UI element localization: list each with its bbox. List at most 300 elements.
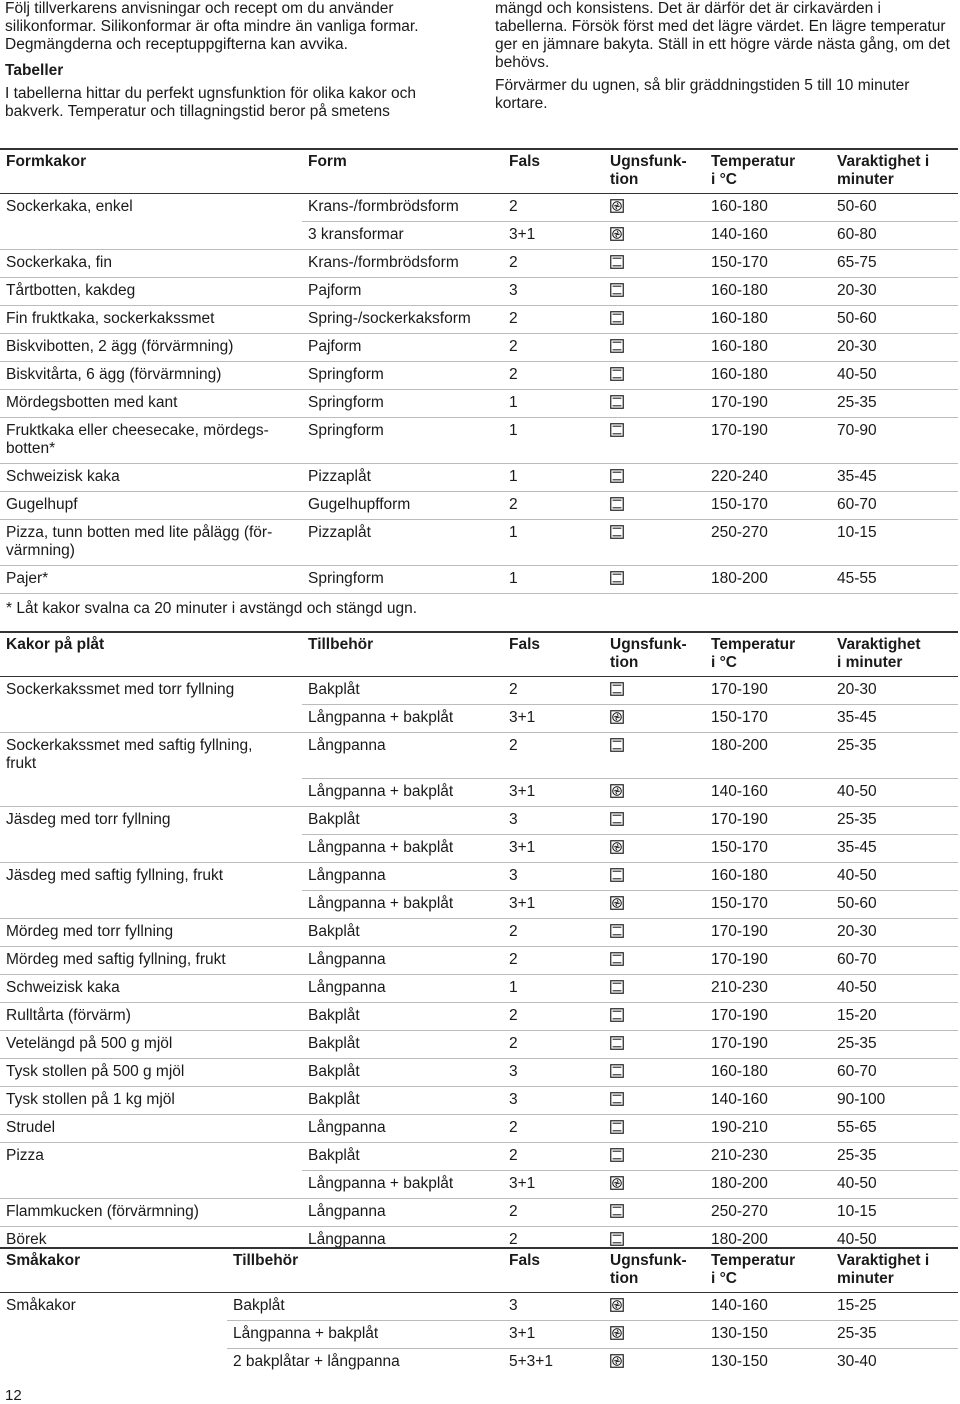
col-temp: 150-170 (705, 834, 831, 862)
col-fals: 2 (503, 306, 604, 334)
top-bottom-heat-icon (610, 812, 624, 826)
col-time: 30-40 (831, 1349, 958, 1377)
top-bottom-heat-icon (610, 255, 624, 269)
col-function (604, 705, 705, 733)
col-name: Strudel (0, 1114, 302, 1142)
col-temp: 220-240 (705, 464, 831, 492)
col-function (604, 1114, 705, 1142)
col-time: 25-35 (831, 1142, 958, 1170)
intro-paragraph: mängd och konsistens. Det är därför det är cirkavärden i tabellerna. Försök först med det lägre värdet. En lägre temperatur ger en jämnare bakyta. Ställ in ett högre värde nästa gång, om det behövs. (495, 0, 950, 71)
table-row (0, 194, 958, 222)
table-smakakor (0, 1247, 958, 1376)
col-name: Pizza (0, 1142, 302, 1170)
header-col-form: Tillbehör (233, 1252, 299, 1269)
table-row (0, 974, 958, 1002)
table-row (0, 334, 958, 362)
header-col-function: Ugnsfunk- tion (610, 153, 687, 188)
col-fals: 3 (503, 806, 604, 834)
col-temp: 170-190 (705, 1002, 831, 1030)
col-name: Pajer* (0, 566, 302, 594)
col-temp: 150-170 (705, 250, 831, 278)
col-time: 25-35 (831, 390, 958, 418)
col-fals: 1 (503, 418, 604, 464)
top-bottom-heat-icon (610, 868, 624, 882)
top-bottom-heat-icon (610, 283, 624, 297)
col-temp: 180-200 (705, 1170, 831, 1198)
col-fals: 2 (509, 681, 518, 698)
col-function (604, 418, 705, 464)
top-bottom-heat-icon (610, 395, 624, 409)
col-function (604, 1086, 705, 1114)
hot-air-icon (610, 1354, 624, 1368)
col-form: Långpanna + bakplåt (227, 1321, 503, 1349)
col-temp: 140-160 (711, 1297, 768, 1314)
col-form: Långpanna (302, 1114, 503, 1142)
col-fals: 2 (503, 918, 604, 946)
col-time: 50-60 (831, 890, 958, 918)
top-bottom-heat-icon (610, 1064, 624, 1078)
col-function (604, 946, 705, 974)
col-name: Gugelhupf (0, 492, 302, 520)
col-time: 50-60 (837, 198, 877, 215)
col-function (604, 464, 705, 492)
col-temp: 210-230 (705, 974, 831, 1002)
table-row (0, 705, 958, 733)
table-row (0, 1030, 958, 1058)
col-temp: 160-180 (711, 198, 768, 215)
col-time: 60-70 (831, 1058, 958, 1086)
col-temp: 190-210 (705, 1114, 831, 1142)
col-fals: 3 (503, 1086, 604, 1114)
table-row (0, 1321, 958, 1349)
col-form: Långpanna (302, 733, 503, 779)
col-name: Tysk stollen på 500 g mjöl (0, 1058, 302, 1086)
table-row (0, 1198, 958, 1226)
col-time: 60-80 (831, 222, 958, 250)
col-form: Långpanna + bakplåt (302, 705, 503, 733)
col-fals: 3+1 (503, 890, 604, 918)
col-form: Pizzaplåt (302, 464, 503, 492)
col-temp: 250-270 (705, 520, 831, 566)
top-bottom-heat-icon (610, 1204, 624, 1218)
col-function (604, 1142, 705, 1170)
col-time: 35-45 (831, 464, 958, 492)
col-function (604, 390, 705, 418)
header-col-fals: Fals (509, 636, 541, 653)
col-function (604, 918, 705, 946)
intro-paragraph: I tabellerna hittar du perfekt ugnsfunktion för olika kakor och bakverk. Temperatur och tillagningstid beror på smetens (5, 85, 416, 120)
col-temp: 140-160 (705, 778, 831, 806)
col-temp: 150-170 (705, 492, 831, 520)
top-bottom-heat-icon (610, 423, 624, 437)
col-time: 20-30 (831, 278, 958, 306)
col-form: Krans-/formbrödsform (302, 250, 503, 278)
col-function (604, 778, 705, 806)
hot-air-icon (610, 1326, 624, 1340)
hot-air-icon (610, 1298, 624, 1312)
col-form: Bakplåt (302, 1058, 503, 1086)
col-temp: 170-190 (705, 1030, 831, 1058)
header-col-temp: Temperatur i °C (711, 636, 796, 671)
col-form: Gugelhupfform (302, 492, 503, 520)
col-name (0, 222, 302, 250)
col-function (604, 306, 705, 334)
col-time: 40-50 (831, 1170, 958, 1198)
col-name: Småkakor (6, 1297, 76, 1314)
col-name (0, 890, 302, 918)
col-function (604, 194, 705, 222)
table-row (0, 362, 958, 390)
col-fals: 1 (503, 390, 604, 418)
top-bottom-heat-icon (610, 1148, 624, 1162)
col-fals: 2 (503, 1198, 604, 1226)
col-form: Spring-/sockerkaksform (302, 306, 503, 334)
col-temp: 140-160 (705, 1086, 831, 1114)
col-name: Biskvitårta, 6 ägg (förvärmning) (0, 362, 302, 390)
table-row (0, 1349, 958, 1377)
col-fals: 2 (503, 1114, 604, 1142)
col-form: Långpanna (302, 974, 503, 1002)
col-function (604, 1321, 705, 1349)
hot-air-icon (610, 896, 624, 910)
col-name: Fruktkaka eller cheesecake, mördegs- botten* (0, 418, 302, 464)
col-fals: 3 (503, 1058, 604, 1086)
col-function (604, 806, 705, 834)
top-bottom-heat-icon (610, 682, 624, 696)
col-time: 25-35 (831, 806, 958, 834)
col-fals: 3 (503, 862, 604, 890)
col-name: Börek (0, 1226, 302, 1254)
table-row (0, 306, 958, 334)
col-temp: 150-170 (705, 890, 831, 918)
header-col-temp: Temperatur i °C (711, 153, 796, 188)
col-form: Långpanna (302, 1226, 503, 1254)
col-temp: 170-190 (711, 681, 768, 698)
hot-air-icon (610, 227, 624, 241)
col-form: Pajform (302, 334, 503, 362)
col-time: 20-30 (837, 681, 877, 698)
col-fals: 2 (503, 1002, 604, 1030)
col-form: Långpanna (302, 946, 503, 974)
col-fals: 2 (503, 1030, 604, 1058)
table-row (0, 946, 958, 974)
col-fals: 1 (503, 520, 604, 566)
col-form: Bakplåt (302, 806, 503, 834)
col-temp: 180-200 (705, 1226, 831, 1254)
col-function (604, 1349, 705, 1377)
header-col-function: Ugnsfunk- tion (610, 1252, 687, 1287)
top-bottom-heat-icon (610, 469, 624, 483)
col-function (604, 1058, 705, 1086)
header-col-fals: Fals (509, 153, 541, 170)
col-time: 25-35 (831, 733, 958, 779)
col-time: 35-45 (831, 834, 958, 862)
col-temp: 160-180 (705, 278, 831, 306)
col-form: Springform (302, 418, 503, 464)
table-row (0, 806, 958, 834)
col-name: Mördeg med torr fyllning (0, 918, 302, 946)
table-row (0, 566, 958, 594)
col-name: Tårtbotten, kakdeg (0, 278, 302, 306)
col-form: Bakplåt (302, 918, 503, 946)
col-time: 55-65 (831, 1114, 958, 1142)
col-form: Långpanna + bakplåt (302, 778, 503, 806)
top-bottom-heat-icon (610, 924, 624, 938)
col-temp: 210-230 (705, 1142, 831, 1170)
hot-air-icon (610, 1176, 624, 1190)
top-bottom-heat-icon (610, 952, 624, 966)
col-time: 25-35 (831, 1321, 958, 1349)
col-fals: 1 (503, 566, 604, 594)
intro-right-column (495, 0, 955, 118)
table-kakor-pa-plat (0, 631, 958, 1254)
col-time: 60-70 (831, 492, 958, 520)
col-fals: 3+1 (503, 222, 604, 250)
col-time: 40-50 (831, 862, 958, 890)
col-temp: 150-170 (705, 705, 831, 733)
table-row (0, 890, 958, 918)
col-function (604, 834, 705, 862)
col-fals: 2 (503, 250, 604, 278)
col-fals: 2 (509, 198, 518, 215)
table-row (0, 278, 958, 306)
col-temp: 160-180 (705, 1058, 831, 1086)
col-temp: 250-270 (705, 1198, 831, 1226)
table-row (0, 862, 958, 890)
col-time: 25-35 (831, 1030, 958, 1058)
col-form: Springform (302, 566, 503, 594)
top-bottom-heat-icon (610, 339, 624, 353)
col-function (604, 334, 705, 362)
table-row (0, 733, 958, 779)
top-bottom-heat-icon (610, 1120, 624, 1134)
col-function (604, 733, 705, 779)
top-bottom-heat-icon (610, 367, 624, 381)
top-bottom-heat-icon (610, 1008, 624, 1022)
col-name: Fin fruktkaka, sockerkakssmet (0, 306, 302, 334)
col-temp: 160-180 (705, 306, 831, 334)
table-row (0, 834, 958, 862)
col-form: Pizzaplåt (302, 520, 503, 566)
col-name: Mördegsbotten med kant (0, 390, 302, 418)
col-form: Bakplåt (233, 1297, 285, 1314)
col-temp: 130-150 (705, 1321, 831, 1349)
col-temp: 140-160 (705, 222, 831, 250)
col-form: Långpanna + bakplåt (302, 834, 503, 862)
table-row (0, 1170, 958, 1198)
col-form: Springform (302, 390, 503, 418)
col-function (604, 974, 705, 1002)
col-fals: 2 (503, 1226, 604, 1254)
col-form: Pajform (302, 278, 503, 306)
top-bottom-heat-icon (610, 525, 624, 539)
col-form: Långpanna + bakplåt (302, 890, 503, 918)
header-col-temp: Temperatur i °C (711, 1252, 796, 1287)
top-bottom-heat-icon (610, 1036, 624, 1050)
col-form: Springform (302, 362, 503, 390)
col-fals: 5+3+1 (503, 1349, 604, 1377)
col-fals: 2 (503, 362, 604, 390)
col-time: 15-20 (831, 1002, 958, 1030)
table-row (0, 1114, 958, 1142)
col-form: Bakplåt (302, 1142, 503, 1170)
col-name (0, 1321, 227, 1349)
col-name: Sockerkakssmet med torr fyllning (6, 681, 235, 698)
col-fals: 2 (503, 1142, 604, 1170)
top-bottom-heat-icon (610, 738, 624, 752)
col-name: Schweizisk kaka (0, 974, 302, 1002)
header-col-fals: Fals (509, 1252, 541, 1269)
page-number: 12 (5, 1387, 22, 1404)
col-temp: 160-180 (705, 334, 831, 362)
header-col-name: Kakor på plåt (6, 636, 105, 653)
col-function (604, 862, 705, 890)
col-name (0, 1170, 302, 1198)
col-time: 10-15 (831, 1198, 958, 1226)
col-name: Sockerkaka, fin (0, 250, 302, 278)
col-fals: 1 (503, 464, 604, 492)
col-time: 10-15 (831, 520, 958, 566)
col-function (604, 1293, 705, 1321)
col-form: Krans-/formbrödsform (308, 198, 459, 215)
header-col-time: Varaktighet i minuter (837, 636, 921, 671)
col-temp: 180-200 (705, 566, 831, 594)
section-heading-tabeller: Tabeller (5, 62, 64, 79)
col-temp: 170-190 (705, 390, 831, 418)
table-row (0, 520, 958, 566)
table-row (0, 464, 958, 492)
col-fals: 2 (503, 492, 604, 520)
hot-air-icon (610, 710, 624, 724)
col-function (604, 520, 705, 566)
table-header-row (0, 149, 958, 194)
col-function (604, 250, 705, 278)
col-name (0, 705, 302, 733)
table-row (0, 1086, 958, 1114)
col-temp: 160-180 (705, 862, 831, 890)
col-fals: 3+1 (503, 1170, 604, 1198)
col-function (604, 566, 705, 594)
col-name (0, 778, 302, 806)
col-time: 15-25 (837, 1297, 877, 1314)
col-form: Bakplåt (302, 1086, 503, 1114)
col-time: 40-50 (831, 1226, 958, 1254)
top-bottom-heat-icon (610, 497, 624, 511)
table-row (0, 250, 958, 278)
col-temp: 130-150 (705, 1349, 831, 1377)
table-row (0, 1058, 958, 1086)
col-form: Långpanna (302, 862, 503, 890)
col-name: Mördeg med saftig fyllning, frukt (0, 946, 302, 974)
table-row (0, 222, 958, 250)
col-fals: 3+1 (503, 834, 604, 862)
col-form: Bakplåt (302, 1002, 503, 1030)
col-function (604, 278, 705, 306)
col-temp: 170-190 (705, 418, 831, 464)
header-col-form: Tillbehör (308, 636, 374, 653)
col-form: 3 kransformar (302, 222, 503, 250)
col-time: 20-30 (831, 918, 958, 946)
top-bottom-heat-icon (610, 1232, 624, 1246)
intro-left-column (5, 0, 455, 126)
top-bottom-heat-icon (610, 980, 624, 994)
table-row (0, 492, 958, 520)
col-time: 45-55 (831, 566, 958, 594)
intro-paragraph: Förvärmer du ugnen, så blir gräddningstiden 5 till 10 minuter kortare. (495, 77, 910, 112)
table-row (0, 778, 958, 806)
col-name (0, 1349, 227, 1377)
col-time: 50-60 (831, 306, 958, 334)
col-function (604, 1030, 705, 1058)
col-function (604, 362, 705, 390)
table-header-row (0, 632, 958, 677)
col-time: 20-30 (831, 334, 958, 362)
table-row (0, 390, 958, 418)
col-temp: 170-190 (705, 918, 831, 946)
col-time: 40-50 (831, 974, 958, 1002)
table-row (0, 1142, 958, 1170)
col-fals: 1 (503, 974, 604, 1002)
col-name: Sockerkaka, enkel (6, 198, 133, 215)
col-name: Jäsdeg med saftig fyllning, frukt (0, 862, 302, 890)
col-name: Schweizisk kaka (0, 464, 302, 492)
col-function (604, 492, 705, 520)
col-fals: 2 (503, 946, 604, 974)
col-name: Tysk stollen på 1 kg mjöl (0, 1086, 302, 1114)
col-form: Långpanna + bakplåt (302, 1170, 503, 1198)
header-col-time: Varaktighet i minuter (837, 1252, 930, 1287)
col-function (604, 1170, 705, 1198)
col-time: 35-45 (831, 705, 958, 733)
intro-paragraph: Följ tillverkarens anvisningar och recept om du använder silikonformar. Silikonformar är ofta mindre än vanliga formar. Degmängderna och receptuppgifterna kan avvika. (5, 0, 419, 53)
col-form: Bakplåt (308, 681, 360, 698)
col-fals: 3+1 (503, 1321, 604, 1349)
table-row (0, 1293, 958, 1321)
col-name: Vetelängd på 500 g mjöl (0, 1030, 302, 1058)
col-name: Flammkucken (förvärmning) (0, 1198, 302, 1226)
col-time: 40-50 (831, 778, 958, 806)
col-form: Långpanna (302, 1198, 503, 1226)
top-bottom-heat-icon (610, 1092, 624, 1106)
col-temp: 170-190 (705, 946, 831, 974)
col-name: Pizza, tunn botten med lite pålägg (för- värmning) (0, 520, 302, 566)
col-fals: 3+1 (503, 705, 604, 733)
col-temp: 180-200 (705, 733, 831, 779)
header-col-name: Formkakor (6, 153, 87, 170)
top-bottom-heat-icon (610, 571, 624, 585)
header-col-form: Form (308, 153, 347, 170)
hot-air-icon (610, 199, 624, 213)
hot-air-icon (610, 784, 624, 798)
col-fals: 3 (509, 1297, 518, 1314)
col-time: 90-100 (831, 1086, 958, 1114)
hot-air-icon (610, 840, 624, 854)
col-function (604, 890, 705, 918)
col-function (604, 1002, 705, 1030)
table-row (0, 418, 958, 464)
col-fals: 3+1 (503, 778, 604, 806)
table-footnote: * Låt kakor svalna ca 20 minuter i avstängd och stängd ugn. (0, 594, 958, 624)
header-col-function: Ugnsfunk- tion (610, 636, 687, 671)
col-time: 65-75 (831, 250, 958, 278)
col-function (604, 677, 705, 705)
col-time: 60-70 (831, 946, 958, 974)
col-function (604, 222, 705, 250)
col-fals: 2 (503, 733, 604, 779)
top-bottom-heat-icon (610, 311, 624, 325)
header-col-name: Småkakor (6, 1252, 81, 1269)
col-name: Sockerkakssmet med saftig fyllning, frukt (0, 733, 302, 779)
